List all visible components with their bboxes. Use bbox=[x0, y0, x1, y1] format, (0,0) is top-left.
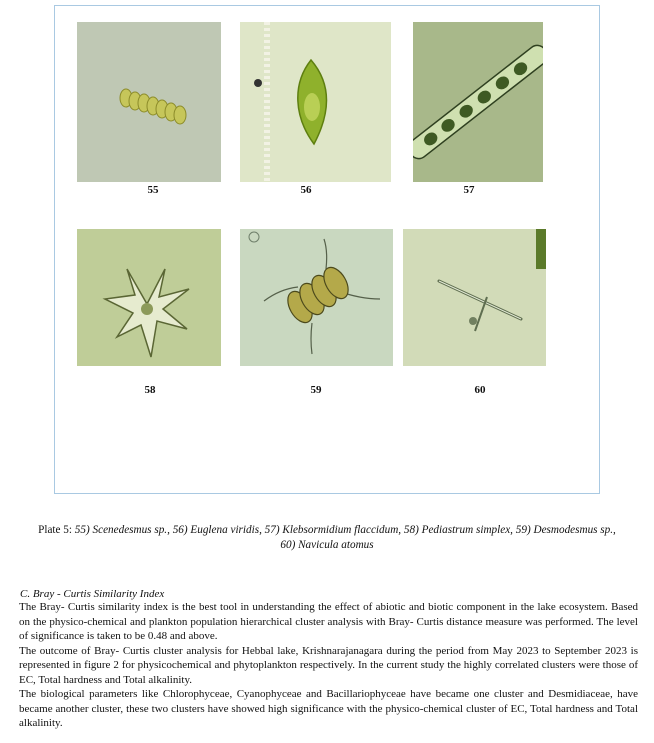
caption-item-56-name: Euglena viridis, bbox=[190, 524, 265, 536]
micrograph-navicula bbox=[403, 229, 546, 366]
caption-item-56-num: 56) bbox=[172, 524, 191, 536]
figure-number-59: 59 bbox=[310, 384, 322, 396]
micrograph-klebsormidium bbox=[413, 22, 543, 182]
figure-number-58: 58 bbox=[144, 384, 156, 396]
caption-item-60-name: Navicula atomus bbox=[298, 539, 374, 551]
figure-number-55: 55 bbox=[147, 184, 159, 196]
micrograph-scenedesmus bbox=[77, 22, 221, 182]
figure-number-57: 57 bbox=[463, 184, 475, 196]
caption-item-55-num: 55) bbox=[74, 524, 93, 536]
micrograph-desmodesmus bbox=[240, 229, 393, 366]
caption-item-55-name: Scenedesmus sp., bbox=[92, 524, 173, 536]
caption-item-58-num: 58) bbox=[403, 524, 422, 536]
micrograph-euglena bbox=[240, 22, 391, 182]
caption-item-58-name: Pediastrum simplex, bbox=[421, 524, 516, 536]
caption-item-59-num: 59) bbox=[515, 524, 534, 536]
figure-number-60: 60 bbox=[474, 384, 486, 396]
paragraph-1: The Bray- Curtis similarity index is the best tool in understanding the effect of abiotic and biotic component in the lake ecosystem. Based on the physico-chemical and plankton population hierarchical cluster analysis with Bray- Curtis distance measure was performed. The level of significance is taken to be 0.48 and above. bbox=[19, 601, 638, 642]
paragraph-2: The outcome of Bray- Curtis cluster analysis for Hebbal lake, Krishnarajanagara during the period from May 2023 to September 2023 is represented in figure 2 for physicochemical and phytoplankton respectively. In the current study the highly correlated clusters were those of EC, Total hardness and Total alkalinity. bbox=[19, 644, 638, 686]
micrograph-pediastrum bbox=[77, 229, 221, 366]
caption-item-60-num: 60) bbox=[280, 539, 299, 551]
caption-item-59-name: Desmodesmus sp., bbox=[533, 524, 616, 536]
paragraph-3: The biological parameters like Chlorophyceae, Cyanophyceae and Bacillariophyceae have became one cluster and Desmidiaceae, have became another cluster, these two clusters have showed high significance with the physico-chemical cluster of EC, Total hardness and Total alkalinity. bbox=[19, 688, 638, 729]
caption-item-57-num: 57) bbox=[264, 524, 283, 536]
caption-prefix: Plate 5: bbox=[38, 524, 75, 536]
plate-caption bbox=[14, 523, 640, 553]
section-body bbox=[19, 600, 638, 731]
section-heading: C. Bray - Curtis Similarity Index bbox=[20, 588, 165, 600]
caption-item-57-name: Klebsormidium flaccidum, bbox=[282, 524, 404, 536]
figure-number-56: 56 bbox=[300, 184, 312, 196]
